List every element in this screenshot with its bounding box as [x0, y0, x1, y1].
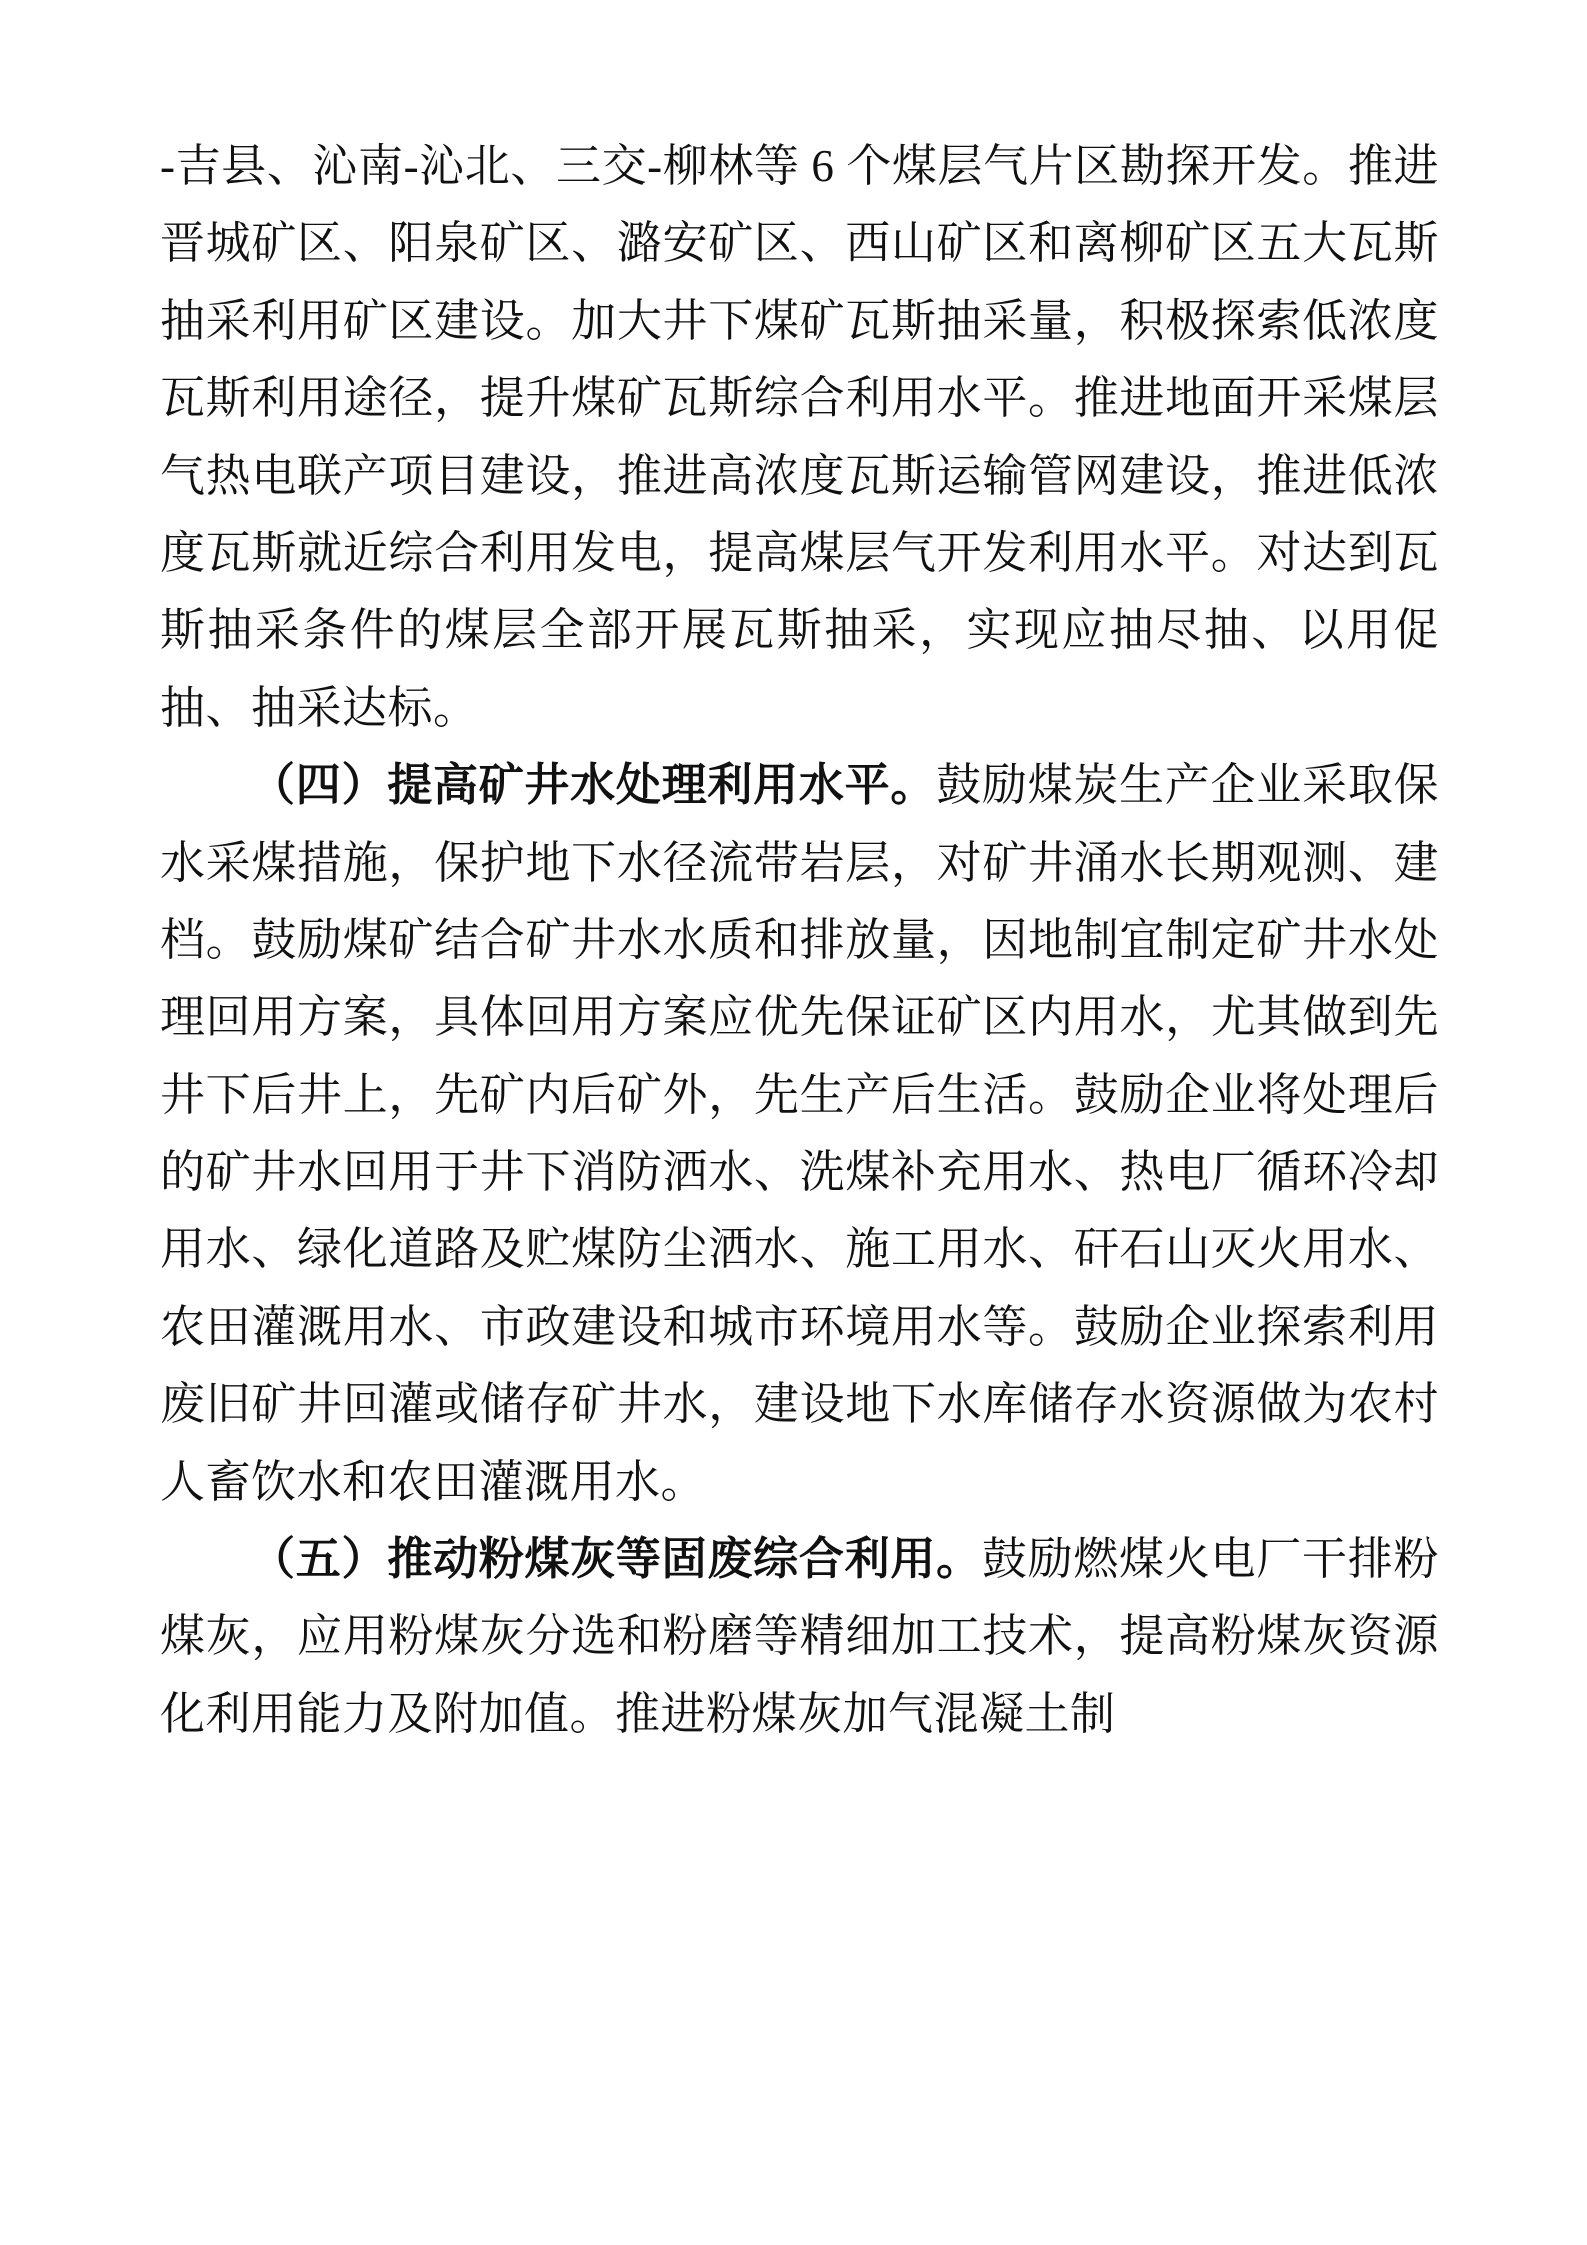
paragraph-section-four: [160, 747, 1439, 1521]
paragraph-text: 鼓励燃煤火电厂干排粉煤灰，应用粉煤灰分选和粉磨等精细加工技术，提高粉煤灰资源化利用能力及附加值。推进粉煤灰加气混凝土制: [160, 1534, 1439, 1739]
section-heading-five: （五）推动粉煤灰等固废综合利用。: [250, 1534, 982, 1585]
paragraph-continued: [160, 128, 1439, 747]
document-body: [160, 128, 1439, 1753]
section-heading-four: （四）提高矿井水处理利用水平。: [250, 760, 937, 811]
paragraph-section-five: [160, 1521, 1439, 1753]
paragraph-text: -吉县、沁南-沁北、三交-柳林等 6 个煤层气片区勘探开发。推进晋城矿区、阳泉矿区、潞安矿区、西山矿区和离柳矿区五大瓦斯抽采利用矿区建设。加大井下煤矿瓦斯抽采量，积极探索低浓度瓦斯利用途径，提升煤矿瓦斯综合利用水平。推进地面开采煤层气热电联产项目建设，推进高浓度瓦斯运输管网建设，推进低浓度瓦斯就近综合利用发电，提高煤层气开发利用水平。对达到瓦斯抽采条件的煤层全部开展瓦斯抽采，实现应抽尽抽、以用促抽、抽采达标。: [160, 141, 1439, 733]
paragraph-text: 鼓励煤炭生产企业采取保水采煤措施，保护地下水径流带岩层，对矿井涌水长期观测、建档。鼓励煤矿结合矿井水水质和排放量，因地制宜制定矿井水处理回用方案，具体回用方案应优先保证矿区内用水，尤其做到先井下后井上，先矿内后矿外，先生产后生活。鼓励企业将处理后的矿井水回用于井下消防洒水、洗煤补充用水、热电厂循环冷却用水、绿化道路及贮煤防尘洒水、施工用水、矸石山灭火用水、农田灌溉用水、市政建设和城市环境用水等。鼓励企业探索利用废旧矿井回灌或储存矿井水，建设地下水库储存水资源做为农村人畜饮水和农田灌溉用水。: [160, 760, 1439, 1507]
